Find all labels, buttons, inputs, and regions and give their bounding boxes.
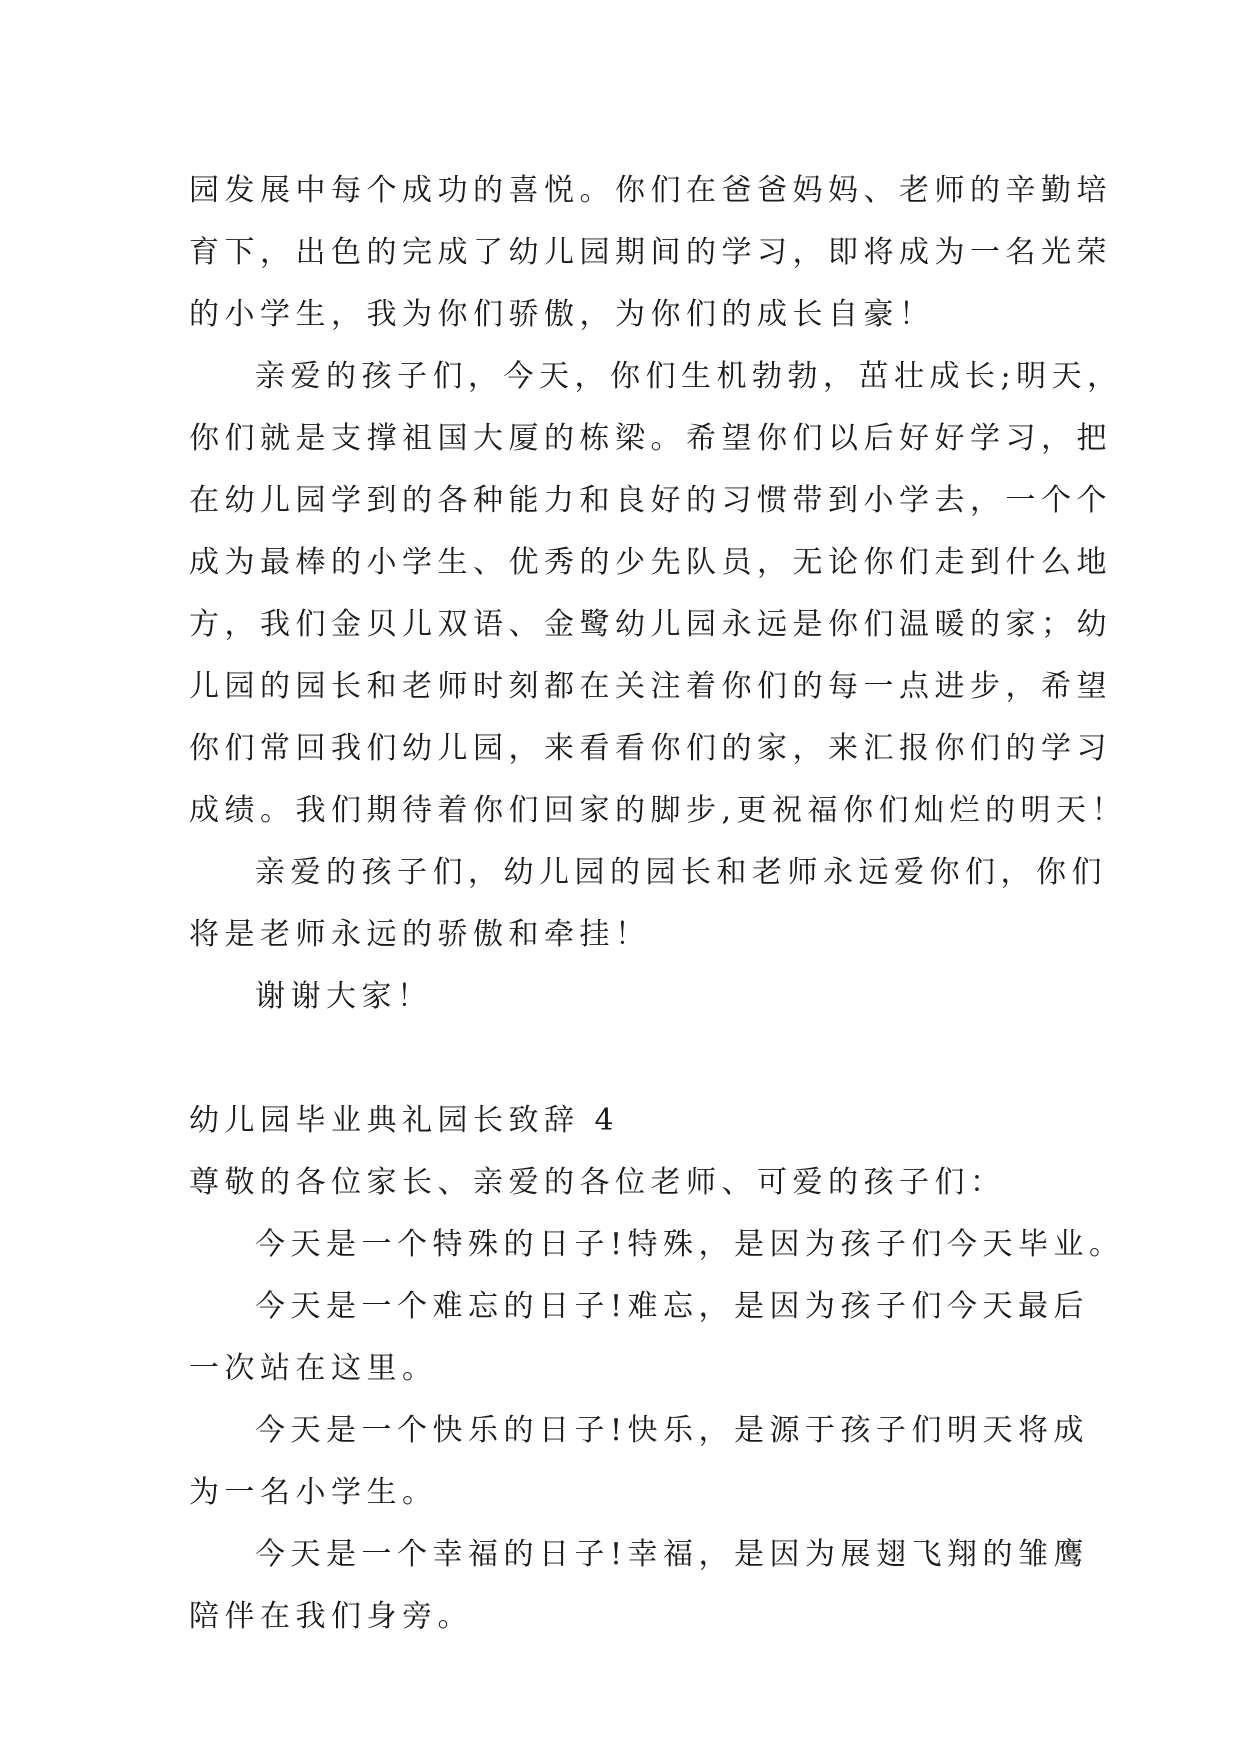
- text-line: 你们就是支撑祖国大厦的栋梁。希望你们以后好好学习，把: [189, 421, 1112, 456]
- text-line: 将是老师永远的骄傲和牵挂！: [189, 917, 651, 952]
- text-line: 陪伴在我们身旁。: [189, 1599, 473, 1634]
- text-line: 方，我们金贝儿双语、金鹭幼儿园永远是你们温暖的家；幼: [189, 607, 1112, 642]
- salutation: 尊敬的各位家长、亲爱的各位老师、可爱的孩子们：: [189, 1165, 1006, 1200]
- text-line: 儿园的园长和老师时刻都在关注着你们的每一点进步，希望: [189, 669, 1112, 704]
- section-gap: [189, 1028, 1069, 1090]
- paragraph-happy-day: [189, 1400, 1090, 1524]
- text-line: 亲爱的孩子们，幼儿园的园长和老师永远爱你们，你们: [255, 855, 1107, 890]
- text-line: 的小学生，我为你们骄傲，为你们的成长自豪！: [189, 297, 935, 332]
- text-line: 成绩。我们期待着你们回家的脚步,更祝福你们灿烂的明天！: [189, 793, 1128, 828]
- text-line: 在幼儿园学到的各种能力和良好的习惯带到小学去，一个个: [189, 483, 1112, 518]
- paragraph-special-day: 今天是一个特殊的日子!特殊，是因为孩子们今天毕业。: [255, 1227, 1125, 1262]
- text-line: 亲爱的孩子们，今天，你们生机勃勃，茁壮成长;明天，: [255, 359, 1123, 394]
- text-line: 今天是一个快乐的日子!快乐，是源于孩子们明天将成: [255, 1413, 1090, 1448]
- paragraph-love: [189, 842, 1107, 966]
- paragraph-continuation: [189, 160, 1112, 346]
- paragraph-blessed-day: [189, 1524, 1090, 1648]
- text-line: 为一名小学生。: [189, 1475, 438, 1510]
- text-line: 园发展中每个成功的喜悦。你们在爸爸妈妈、老师的辛勤培: [189, 173, 1112, 208]
- text-line: 你们常回我们幼儿园，来看看你们的家，来汇报你们的学习: [189, 731, 1112, 766]
- text-line: 今天是一个幸福的日子!幸福，是因为展翅飞翔的雏鹰: [255, 1537, 1090, 1572]
- document-body: [189, 160, 1128, 1648]
- paragraph-memorable-day: [189, 1276, 1090, 1400]
- paragraph-children-future: [189, 346, 1128, 842]
- text-line: 一次站在这里。: [189, 1351, 438, 1386]
- text-line: 今天是一个难忘的日子!难忘，是因为孩子们今天最后: [255, 1289, 1090, 1324]
- section-title: 幼儿园毕业典礼园长致辞 4: [189, 1103, 620, 1138]
- text-line: 成为最棒的小学生、优秀的少先队员，无论你们走到什么地: [189, 545, 1112, 580]
- text-line: 育下，出色的完成了幼儿园期间的学习，即将成为一名光荣: [189, 235, 1112, 270]
- paragraph-thanks: 谢谢大家！: [255, 979, 433, 1014]
